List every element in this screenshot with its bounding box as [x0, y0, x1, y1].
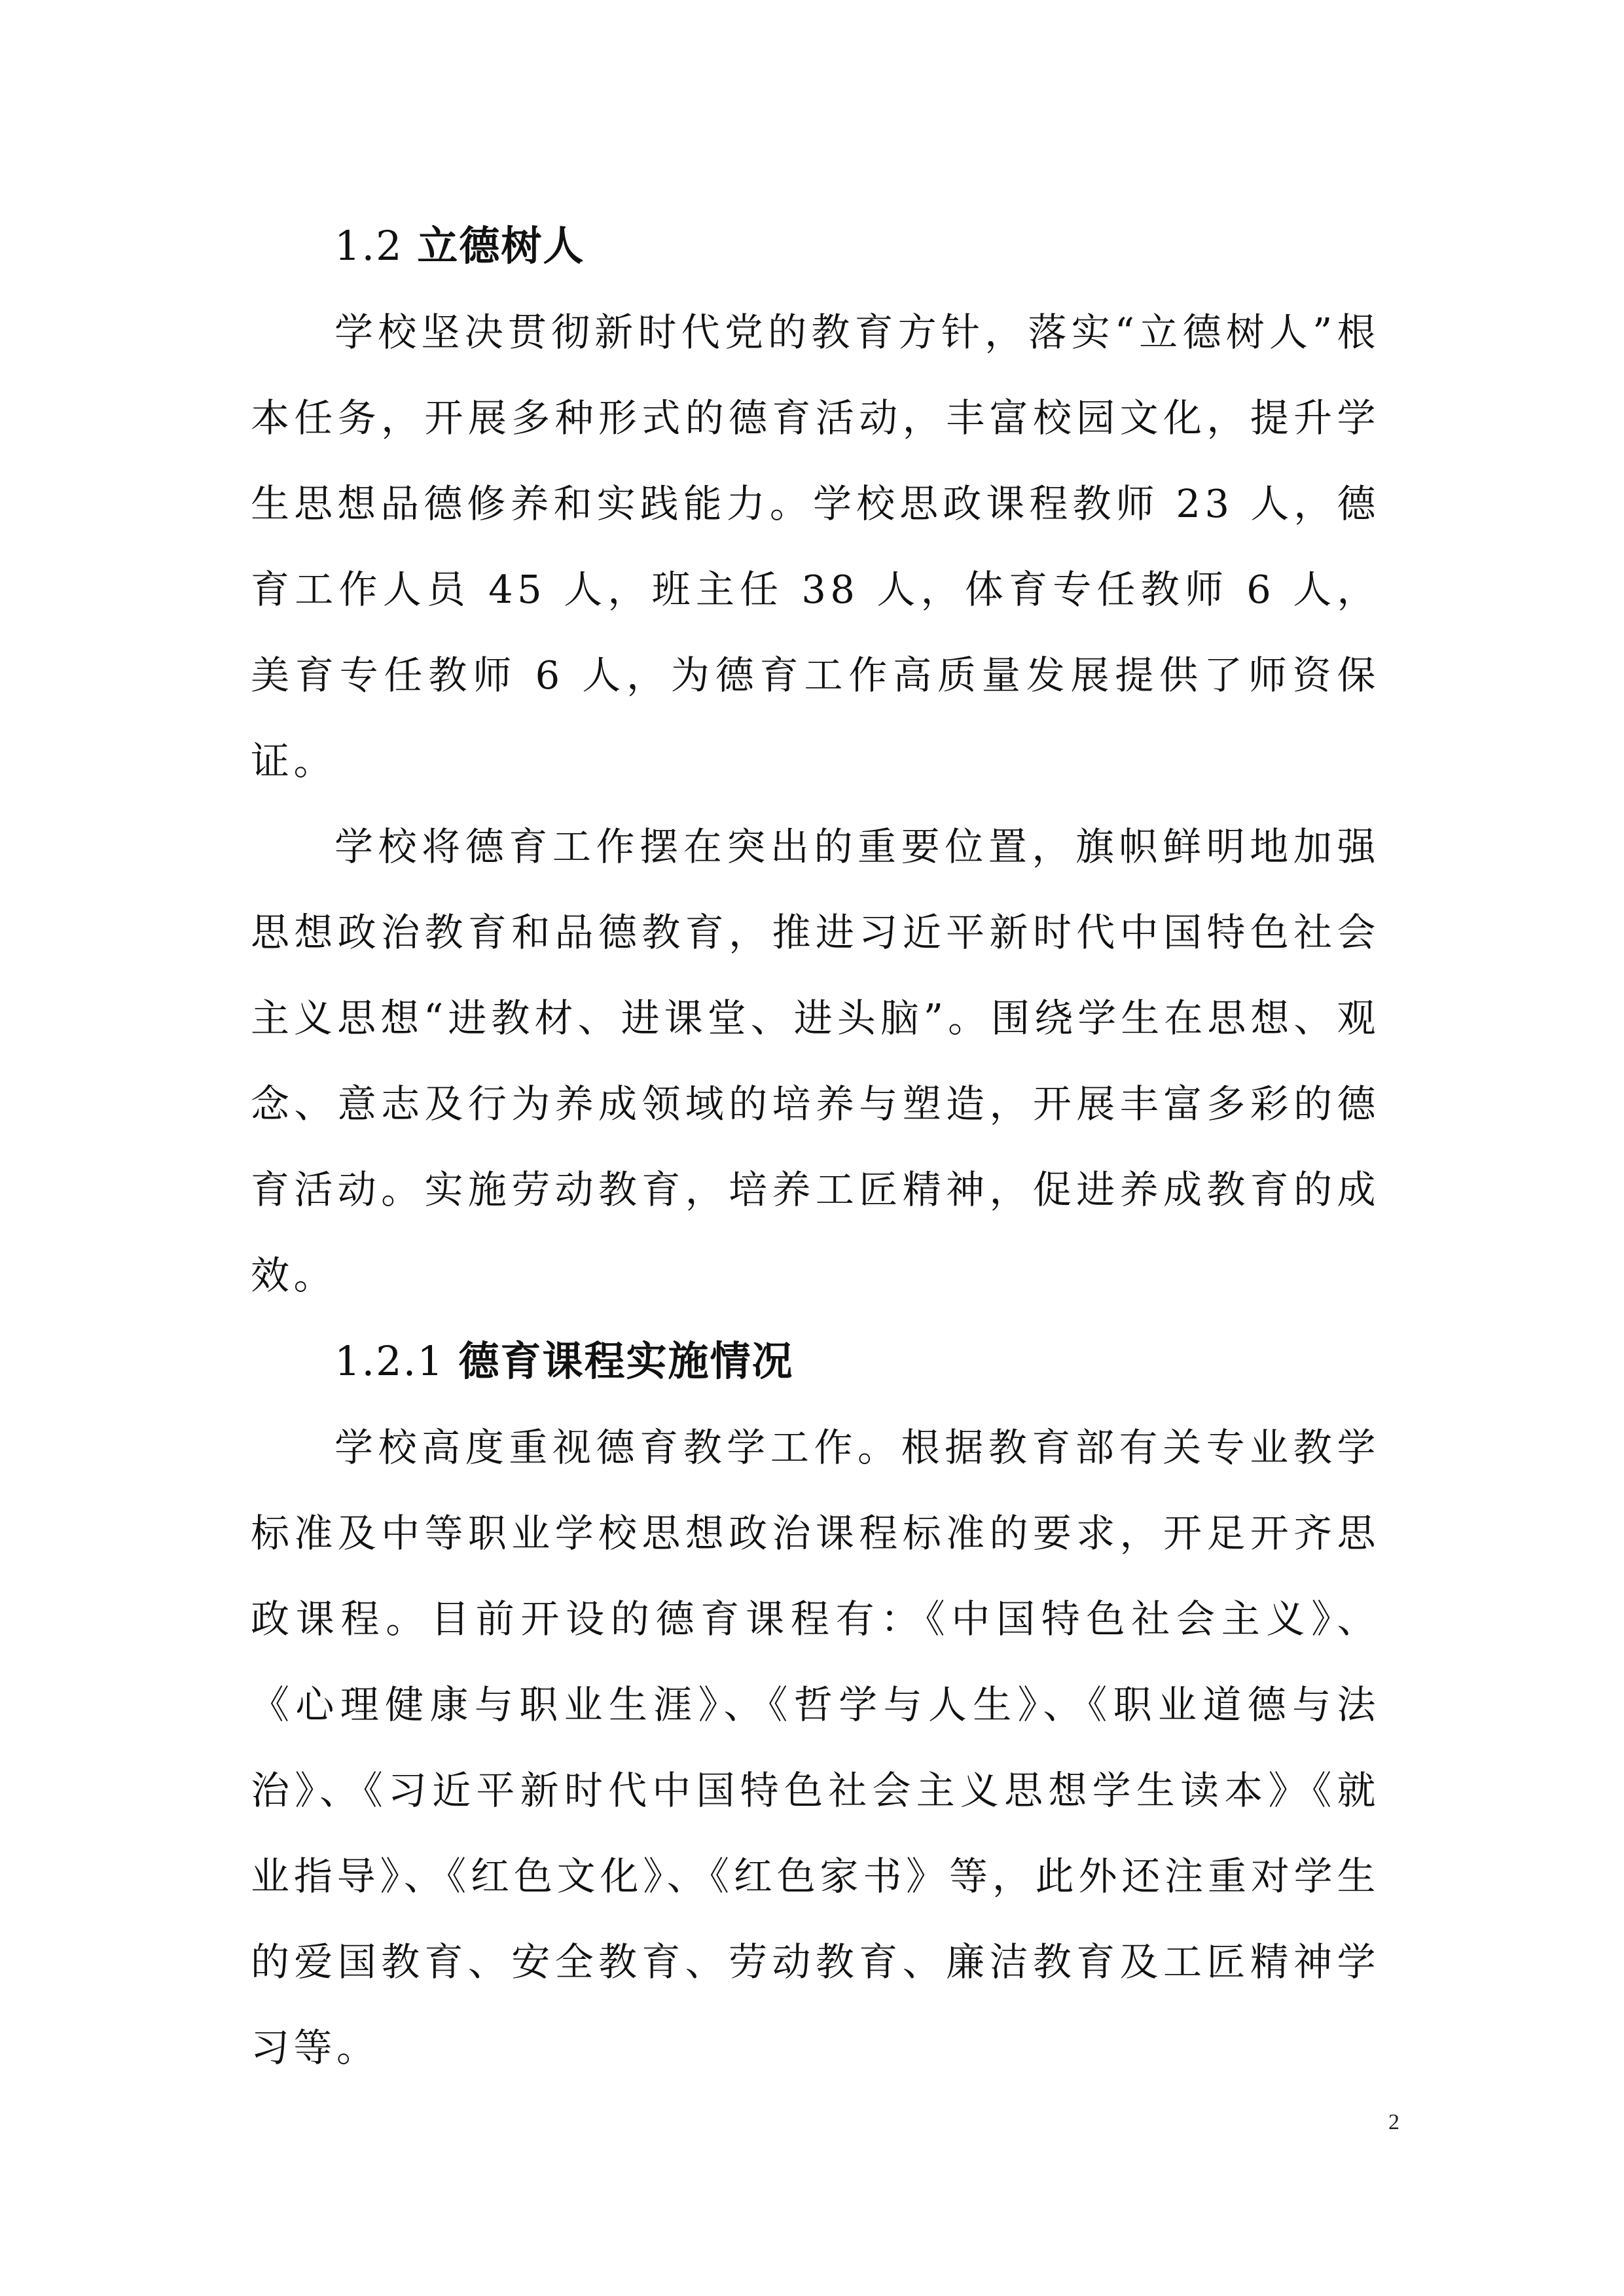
subsection-heading — [251, 1318, 1380, 1405]
page-content — [251, 203, 1380, 2090]
subsection-title: 德育课程实施情况 — [458, 1337, 794, 1385]
page-number: 2 — [1388, 2110, 1399, 2134]
section-title: 立德树人 — [417, 222, 585, 270]
subsection-number: 1.2.1 — [334, 1337, 444, 1385]
paragraph-moral-education-priority: 学校将德育工作摆在突出的重要位置，旗帜鲜明地加强思想政治教育和品德教育，推进习近平新时代中国特色社会主义思想“进教材、进课堂、进头脑”。围绕学生在思想、观念、意志及行为养成领域的培养与塑造，开展丰富多彩的德育活动。实施劳动教育，培养工匠精神，促进养成教育的成效。 — [251, 824, 1380, 1298]
paragraph-teacher-staffing: 学校坚决贯彻新时代党的教育方针，落实“立德树人”根本任务，开展多种形式的德育活动，丰富校园文化，提升学生思想品德修养和实践能力。学校思政课程教师 23 人，德育工作人员 45 人，班主任 38 人，体育专任教师 6 人，美育专任教师 6 人，为德育工作高质量发展提供了师资保证。 — [251, 310, 1380, 783]
section-heading — [251, 203, 1380, 289]
paragraph-course-implementation: 学校高度重视德育教学工作。根据教育部有关专业教学标准及中等职业学校思想政治课程标准的要求，开足开齐思政课程。目前开设的德育课程有：《中国特色社会主义》、《心理健康与职业生涯》、《哲学与人生》、《职业道德与法治》、《习近平新时代中国特色社会主义思想学生读本》《就业指导》、《红色文化》、《红色家书》等，此外还注重对学生的爱国教育、安全教育、劳动教育、廉洁教育及工匠精神学习等。 — [251, 1425, 1380, 2070]
section-number: 1.2 — [334, 222, 403, 270]
